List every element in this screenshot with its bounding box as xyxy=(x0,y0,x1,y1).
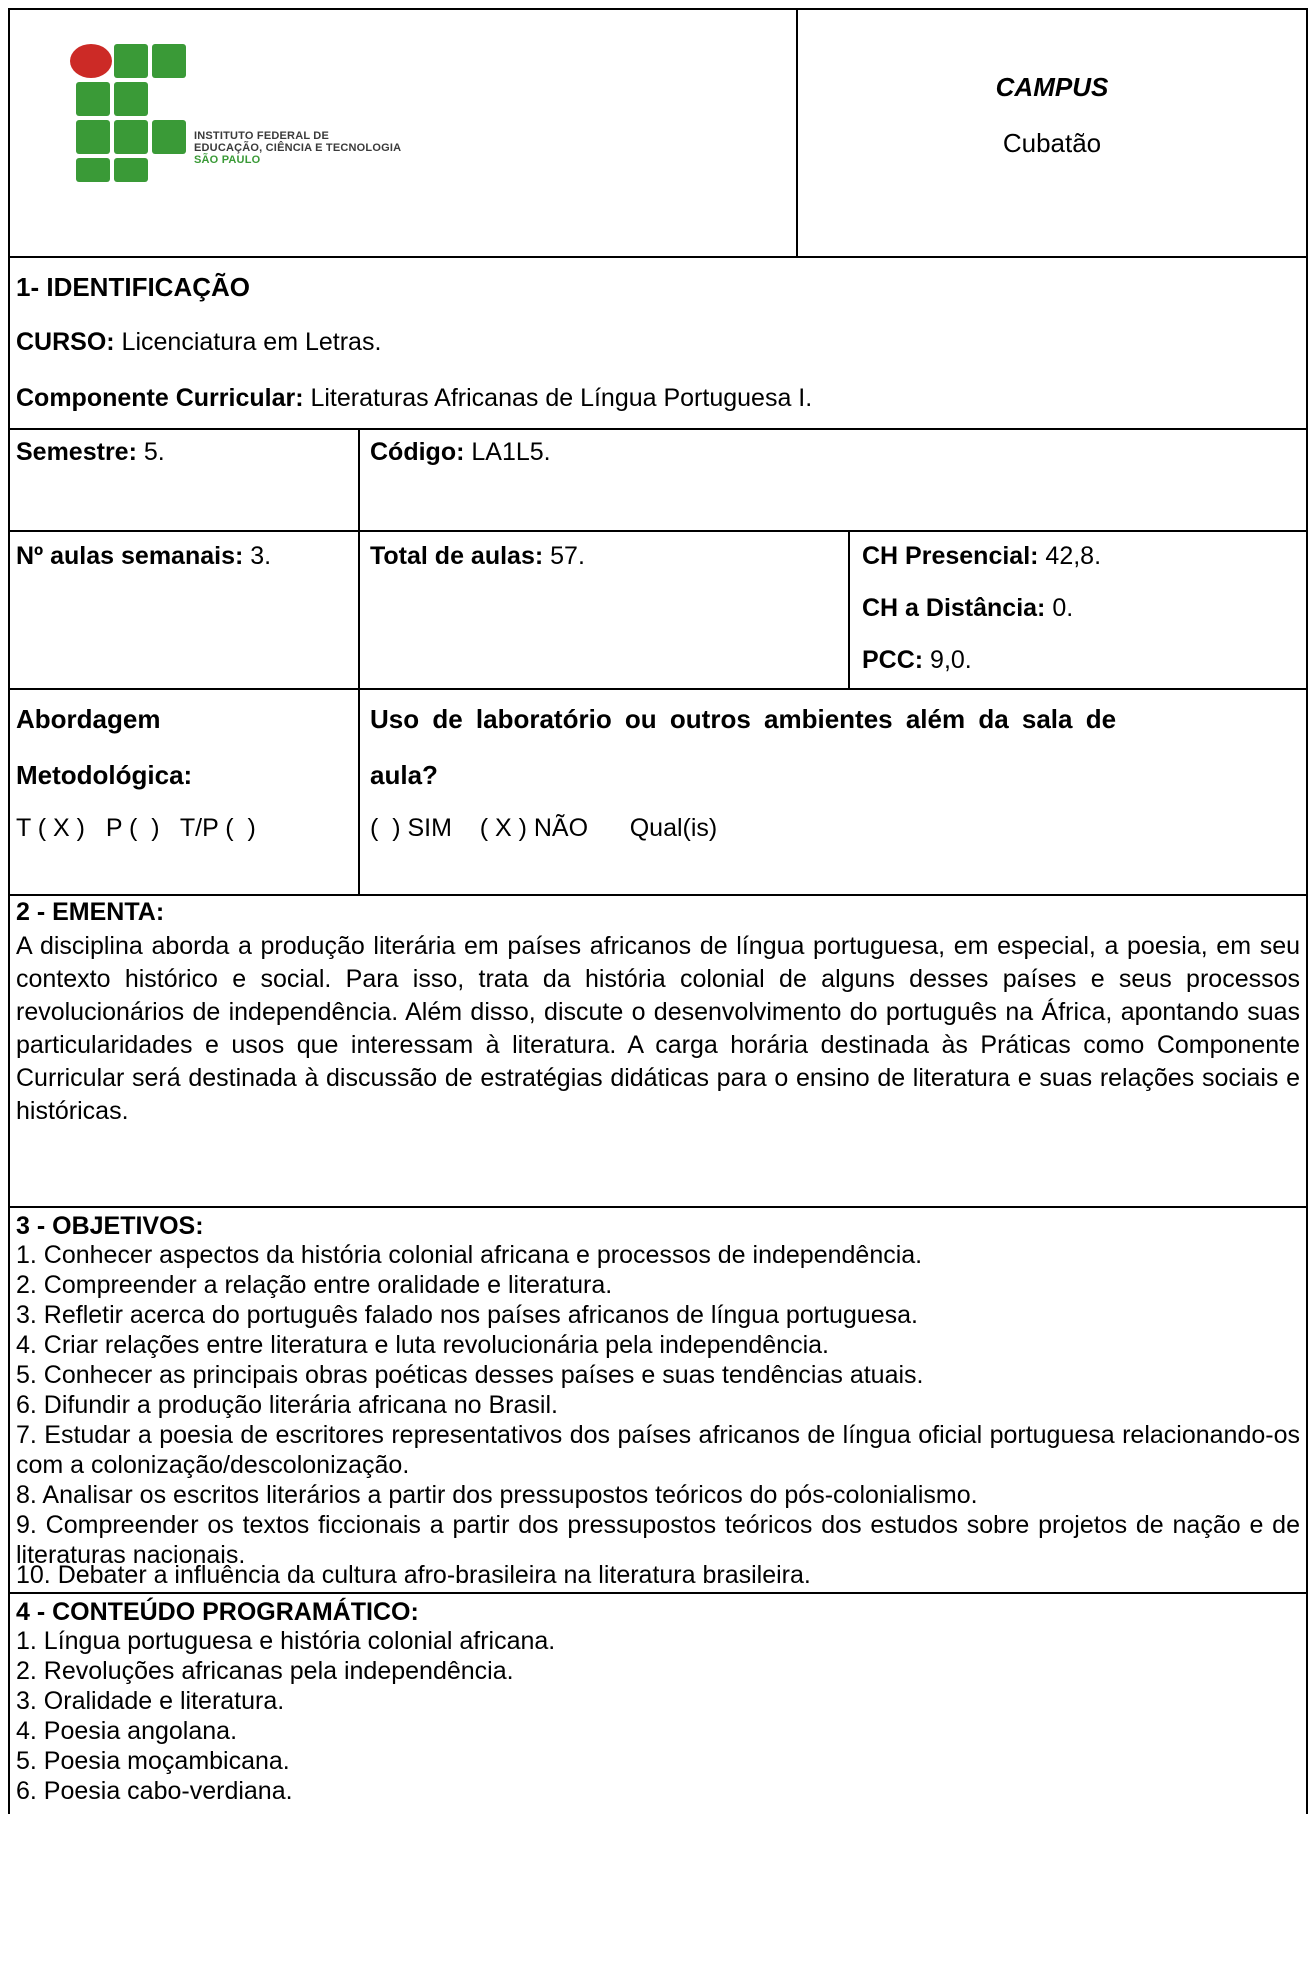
logo-square xyxy=(76,120,110,154)
carga-horaria-row xyxy=(8,532,1308,690)
header-row xyxy=(8,8,1308,258)
laboratorio-question-2: aula? xyxy=(370,760,438,790)
semestre-label: Semestre: xyxy=(16,438,137,466)
logo-square xyxy=(152,120,186,154)
total-aulas-label: Total de aulas: xyxy=(370,542,544,570)
pcc-line xyxy=(862,646,972,675)
divider xyxy=(358,532,360,688)
pcc-value: 9,0. xyxy=(923,646,972,674)
logo-cell xyxy=(10,10,796,256)
codigo-line xyxy=(370,438,551,467)
laboratorio-question-1: Uso de laboratório ou outros ambientes além da sala de xyxy=(370,704,1117,734)
conteudo-item: 3. Oralidade e literatura. xyxy=(16,1687,285,1715)
componente-line xyxy=(16,384,812,413)
laboratorio-options: ( ) SIM ( X ) NÃO Qual(is) xyxy=(370,814,718,842)
abordagem-options: T ( X ) P ( ) T/P ( ) xyxy=(16,814,256,842)
campus-name: Cubatão xyxy=(1002,128,1102,158)
aulas-line xyxy=(16,542,271,571)
objetivo-item: 3. Refletir acerca do português falado nos países africanos de língua portuguesa. xyxy=(16,1301,918,1329)
section-title-conteudo: 4 - CONTEÚDO PROGRAMÁTICO: xyxy=(16,1598,419,1626)
logo-square xyxy=(76,82,110,116)
institute-logo xyxy=(70,44,450,174)
objetivo-item: 8. Analisar os escritos literários a partir dos pressupostos teóricos do pós-colonialismo. xyxy=(16,1481,978,1509)
objetivo-item: 6. Difundir a produção literária africana no Brasil. xyxy=(16,1391,558,1419)
conteudo-item: 4. Poesia angolana. xyxy=(16,1717,238,1745)
conteudo-item: 6. Poesia cabo-verdiana. xyxy=(16,1777,293,1805)
abordagem-label-2: Metodológica: xyxy=(16,760,193,790)
componente-value: Literaturas Africanas de Língua Portuguesa I. xyxy=(303,384,813,412)
logo-text xyxy=(194,130,401,166)
codigo-value: LA1L5. xyxy=(464,438,551,466)
objetivo-item: 7. Estudar a poesia de escritores representativos dos países africanos de língua oficial portuguesa relacionando-os com a colonização/descolonização. xyxy=(16,1421,1300,1479)
componente-label: Componente Curricular: xyxy=(16,384,304,412)
objetivo-item: 10. Debater a influência da cultura afro-brasileira na literatura brasileira. xyxy=(16,1561,811,1589)
objetivos-row xyxy=(8,1208,1308,1594)
logo-square xyxy=(114,120,148,154)
total-aulas-value: 57. xyxy=(543,542,585,570)
objetivo-item: 1. Conhecer aspectos da história colonial africana e processos de independência. xyxy=(16,1241,923,1269)
conteudo-row xyxy=(8,1594,1308,1814)
ch-distancia-line xyxy=(862,594,1073,623)
objetivo-item: 4. Criar relações entre literatura e luta revolucionária pela independência. xyxy=(16,1331,829,1359)
document-page xyxy=(8,8,1308,1814)
aulas-value: 3. xyxy=(243,542,272,570)
section-title-identificacao: 1- IDENTIFICAÇÃO xyxy=(16,272,250,302)
divider xyxy=(848,532,850,688)
logo-line-2: EDUCAÇÃO, CIÊNCIA E TECNOLOGIA xyxy=(194,142,402,154)
objetivo-item: 9. Compreender os textos ficcionais a partir dos pressupostos teóricos dos estudos sobre projetos de nação e de literaturas nacionais. xyxy=(16,1511,1300,1569)
ch-distancia-label: CH a Distância: xyxy=(862,594,1046,622)
logo-square xyxy=(114,82,148,116)
abordagem-label-1: Abordagem xyxy=(16,704,161,734)
pcc-label: PCC: xyxy=(862,646,924,674)
curso-label: CURSO: xyxy=(16,328,115,356)
ch-presencial-value: 42,8. xyxy=(1038,542,1102,570)
ementa-row xyxy=(8,896,1308,1208)
logo-square xyxy=(114,158,148,182)
curso-value: Licenciatura em Letras. xyxy=(114,328,382,356)
ch-distancia-value: 0. xyxy=(1045,594,1074,622)
ch-presencial-label: CH Presencial: xyxy=(862,542,1039,570)
section-title-objetivos: 3 - OBJETIVOS: xyxy=(16,1212,204,1240)
campus-cell xyxy=(798,10,1306,256)
campus-label: CAMPUS xyxy=(995,72,1109,102)
divider xyxy=(358,690,360,894)
codigo-label: Código: xyxy=(370,438,465,466)
objetivo-item: 5. Conhecer as principais obras poéticas desses países e suas tendências atuais. xyxy=(16,1361,924,1389)
ementa-text: A disciplina aborda a produção literária em países africanos de língua portuguesa, em especial, a poesia, em seu contexto histórico e social. Para isso, trata da história colonial de alguns desses países e seus processos revolucionários de independência. Além disso, discute o desenvolvimento do português na África, apontando suas particularidades e usos que interessam à literatura. A carga horária destinada às Práticas como Componente Curricular será destinada à discussão de estratégias didáticas para o ensino de literatura e suas relações sociais e históricas. xyxy=(16,932,1300,1125)
objetivo-item: 2. Compreender a relação entre oralidade e literatura. xyxy=(16,1271,613,1299)
logo-line-1: INSTITUTO FEDERAL DE xyxy=(194,130,329,142)
semestre-row xyxy=(8,430,1308,532)
logo-square xyxy=(152,44,186,78)
logo-square xyxy=(76,158,110,182)
conteudo-item: 5. Poesia moçambicana. xyxy=(16,1747,290,1775)
logo-line-3: SÃO PAULO xyxy=(194,154,261,166)
semestre-value: 5. xyxy=(136,438,165,466)
total-aulas-line xyxy=(370,542,585,571)
curso-line xyxy=(16,328,381,357)
conteudo-item: 2. Revoluções africanas pela independência. xyxy=(16,1657,514,1685)
abordagem-row xyxy=(8,690,1308,896)
semestre-line xyxy=(16,438,165,467)
section-title-ementa: 2 - EMENTA: xyxy=(16,898,165,926)
ch-presencial-line xyxy=(862,542,1101,571)
aulas-label: Nº aulas semanais: xyxy=(16,542,244,570)
logo-red-dot xyxy=(70,44,112,78)
conteudo-item: 1. Língua portuguesa e história colonial africana. xyxy=(16,1627,556,1655)
identificacao-row xyxy=(8,258,1308,430)
logo-square xyxy=(114,44,148,78)
divider xyxy=(358,430,360,530)
